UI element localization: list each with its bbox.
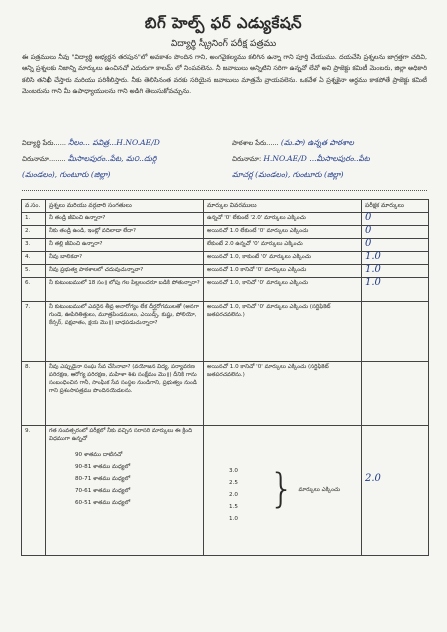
- band-mark: 1.0: [229, 516, 238, 522]
- address2-label: చిరునామా:: [232, 155, 262, 163]
- row-number: 6.: [22, 278, 46, 302]
- table-row: [22, 362, 429, 426]
- marks-instruction: మార్కులు ఎక్కించు: [298, 487, 341, 493]
- row-question: నీ తల్లి జీవించి ఉన్నారా?: [46, 239, 204, 252]
- questions-table: [21, 199, 429, 556]
- row-marks: అయినచో 1.0, కానిచో '0' మార్కులు ఎక్కించు: [204, 278, 362, 302]
- row-score: 1.0: [362, 252, 429, 265]
- row-number: 8.: [22, 362, 46, 426]
- school-name-label: పాఠశాల పేరు......: [232, 139, 279, 147]
- row-marks: అయినచో 1.0 లేకుంటే '0' మార్కులు ఎక్కించు: [204, 226, 362, 239]
- row-question: నీవు బాలికవా?: [46, 252, 204, 265]
- band-item: 90 శాతము దాటినచో: [75, 452, 123, 458]
- school-name-field: [232, 138, 354, 149]
- form-subtitle: విద్యార్థి స్క్రీనింగ్ పరీక్ష పత్రము: [170, 39, 277, 49]
- address2-field: [232, 154, 370, 165]
- row-score: 1.0: [362, 278, 429, 302]
- row-question: నీ కుటుంబములో ఎవరైన తీవ్ర అనారోగ్యం లేక దీర్ఘరోగములతో (అనగా గుండె, ఊపిరితిత్తులు, మూత్రపిండములు, ఎయిడ్స్, కుష్టు, పోలియో, కేన్సర్, పక్షవాతం, క్షయ మొ॥) బాధపడుచున్నారా?: [46, 302, 204, 362]
- row-number: 2.: [22, 226, 46, 239]
- row-number: 3.: [22, 239, 46, 252]
- row-marks: అయినచో 1.0, కాకుంటే '0' మార్కులు ఎక్కించు: [204, 252, 362, 265]
- row-marks: అయినచో 1.0 కానిచో '0' మార్కులు ఎక్కించు: [204, 265, 362, 278]
- row-score: 0: [362, 226, 429, 239]
- school-name-value: (మ.పా) ఉన్నత పాఠశాల: [280, 138, 354, 147]
- student-name-label: విద్యార్థి పేరు......: [22, 139, 67, 147]
- band-mark: 2.0: [229, 492, 238, 498]
- header-marks-details: మార్కుల వివరములు: [204, 200, 362, 213]
- band-mark: 1.5: [229, 504, 238, 510]
- row-score: 0: [362, 239, 429, 252]
- address-value-line2: (మండలం), గుంటూరు (జిల్లా): [22, 170, 111, 179]
- row-question: నీకు తండ్రి ఉండి, ఇంట్లో వదిలాడా లేదా?: [46, 226, 204, 239]
- row-score: [362, 362, 429, 426]
- row-marks: లేకుంటే 2.0 ఉన్నచో '0' మార్కులు ఎక్కించు: [204, 239, 362, 252]
- table-row: [22, 426, 429, 556]
- band-item: 70-61 శాతము మధ్యలో: [75, 488, 131, 494]
- band-item: 90-81 శాతము మధ్యలో: [75, 464, 131, 470]
- row-number: 7.: [22, 302, 46, 362]
- address-label: చిరునామా........: [22, 155, 66, 163]
- band-mark: 3.0: [229, 468, 238, 474]
- header-serial: వ.సం.: [22, 200, 46, 213]
- address2-value: H.NO.AE/D ...మీసాలపురం..పేట: [263, 154, 370, 163]
- table-row: [22, 213, 429, 226]
- row-score: [362, 302, 429, 362]
- row-number: 5.: [22, 265, 46, 278]
- row-question: నీ తండ్రి జీవించి ఉన్నారా?: [46, 213, 204, 226]
- header-examiner-marks: పరీక్షక మార్కులు: [362, 200, 429, 213]
- form-title: బిగ్ హెల్ప్ ఫర్ ఎడ్యుకేషన్: [144, 14, 303, 32]
- row-score: 0: [362, 213, 429, 226]
- row-marks: [204, 426, 362, 556]
- divider-dotted: [22, 190, 427, 191]
- table-header-row: [22, 200, 429, 213]
- row-question-text: గత సంవత్సరంలో పరీక్షలో నీకు వచ్చిన సరాసరి మార్కులు ఈ క్రింది విధముగా ఉన్నచో: [49, 428, 193, 442]
- instructions-paragraph: ఈ పత్రములు నీవు "విద్యార్థి అభ్యర్థన తరపున"లో అవకాశం పొందిన గాని, అంగవైకల్యము కలిగిన ఉన్నా గాని పూర్తి చేయుము. దయచేసి ప్రశ్నలను జాగ్రత్తగా చదివి, ఆన్ని ప్రశ్నలకు నిజాన్ని మార్కులు ఉంచినచో ఎదురుగా కాలమ్ లో నింపవలెను. నీ జవాబులు అన్నిటిని సరిగా ఉన్నవో లేవో అని ప్రాజెక్టు కమిటీ మెంబరు, జిల్లా అధికారి కలిసి తనిఖీ చేస్తారు మరియు పరిశీలిస్తారు. నీకు తెలిసినంత వరకు సరియైన జవాబులు మాత్రమే వ్రాయవలెను. ఒకవేళ ఏ ప్రశ్నకైనా అర్థము కాకపోతే ప్రాజెక్టు కమిటీ మెంబరును గాని మీ ఉపాధ్యాయులను గాని అడిగి తెలుసుకోవచ్చును.: [22, 53, 427, 95]
- band-item: 60-51 శాతము మధ్యలో: [75, 500, 131, 506]
- row-number: 9.: [22, 426, 46, 556]
- table-row: [22, 265, 429, 278]
- table-row: [22, 226, 429, 239]
- row-marks: అయినచో 1.0 కానిచో '0' మార్కులు ఎక్కించు (సర్టిఫికెట్ జతపరచవలెను.): [204, 362, 362, 426]
- student-name-field: [22, 138, 160, 149]
- row-score: [362, 426, 429, 556]
- row-question: నీ కుటుంబములో 18 సం॥ లోపు గల పిల్లలందరూ బడికి పోతున్నారా?: [46, 278, 204, 302]
- band-item: 80-71 శాతము మధ్యలో: [75, 476, 131, 482]
- row-question: [46, 426, 204, 556]
- row-score: 1.0: [362, 265, 429, 278]
- row-marks: అయినచో 1.0, కానిచో '0' మార్కులు ఎక్కించు (సర్టిఫికెట్ జతపరచవలెను.): [204, 302, 362, 362]
- row-question: నీవు ఎప్పుడైనా సంఘ సేవ చేసినావా? (వయోజన విద్య, పర్యావరణ పరిరక్షణ, ఆరోగ్య పరిరక్షణ, మహిళా శిశు సంక్షేమం మొ॥) దీనికి గాను సంబంధించిన గానీ, సాంఘిక సేవ సంస్థల నుండిగాని, ప్రభుత్వం నుండి గాని ప్రశంసాపత్రము పొందినయెడలను.: [46, 362, 204, 426]
- address-value: మీసాలపురం..పేట, మ౦..దుర్గి: [67, 154, 157, 163]
- row-number: 1.: [22, 213, 46, 226]
- header-questions: ప్రశ్నలు మరియు వర్గవారి సంగతులు: [46, 200, 204, 213]
- address-field: [22, 154, 156, 165]
- band-marks-list: [207, 465, 269, 525]
- table-row: [22, 278, 429, 302]
- band-mark: 2.5: [229, 480, 238, 486]
- row-score-value: 2.0: [365, 473, 381, 484]
- row-question: నీవు ప్రభుత్వ పాఠశాలలో చదువుచున్నావా?: [46, 265, 204, 278]
- percentage-bands: [49, 449, 200, 509]
- brace-icon: }: [269, 466, 295, 512]
- address-field-line2: [22, 170, 110, 181]
- row-marks: ఉన్నచో '0' లేకుంటే '2.0' మార్కులు ఎక్కించు: [204, 213, 362, 226]
- marks-scale: [207, 465, 358, 525]
- address2-value-line2: మాచర్ల (మండలం), గుంటూరు (జిల్లా): [232, 170, 344, 179]
- table-row: [22, 252, 429, 265]
- table-row: [22, 239, 429, 252]
- row-number: 4.: [22, 252, 46, 265]
- address2-field-line2: [232, 170, 343, 181]
- student-name-value: నీలం... పవిత్ర...H.NO.AE/D: [68, 138, 160, 147]
- table-row: [22, 302, 429, 362]
